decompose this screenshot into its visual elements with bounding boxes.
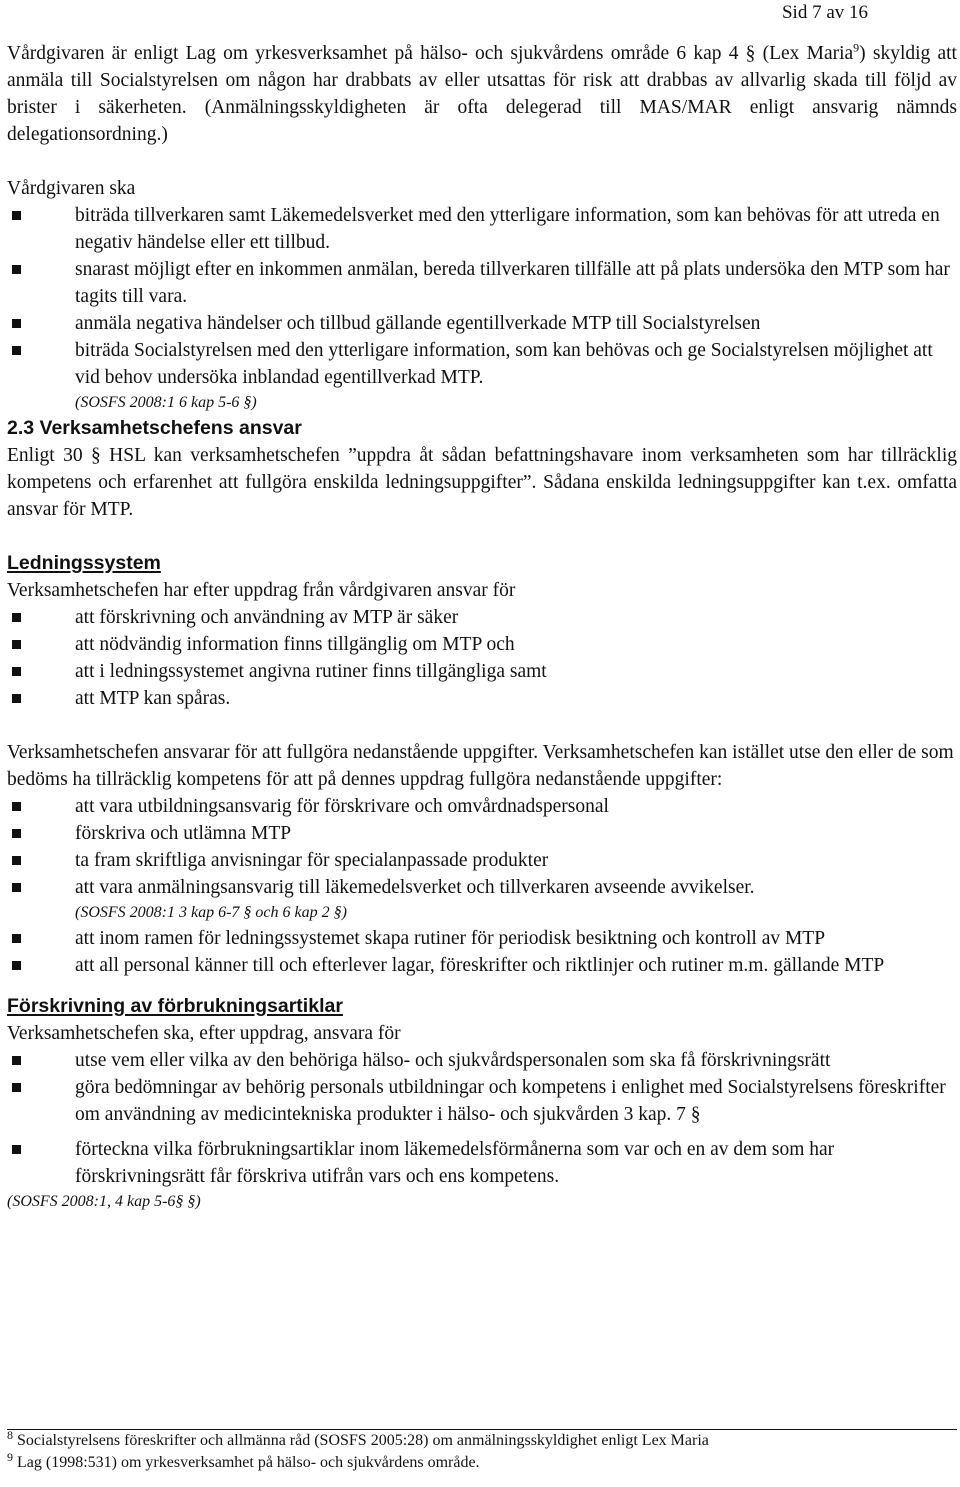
spacer bbox=[7, 712, 957, 739]
heading-text: 2.3 Verksamhetschefens ansvar bbox=[7, 417, 302, 439]
forskrivning-list bbox=[7, 1047, 957, 1190]
square-bullet-icon bbox=[12, 640, 21, 649]
square-bullet-icon bbox=[12, 1145, 21, 1154]
heading-text: Ledningssystem bbox=[7, 552, 161, 574]
intro-paragraph bbox=[7, 40, 957, 148]
square-bullet-icon bbox=[12, 1083, 21, 1092]
list-item bbox=[7, 820, 957, 847]
spacer bbox=[7, 148, 957, 175]
vardgivaren-lead: Vårdgivaren ska bbox=[7, 178, 136, 199]
uppgifter-list bbox=[7, 793, 957, 979]
square-bullet-icon bbox=[12, 265, 21, 274]
list-item bbox=[7, 952, 957, 979]
heading-text: Förskrivning av förbrukningsartiklar bbox=[7, 995, 343, 1017]
list-item bbox=[7, 256, 957, 310]
uppgifter-lead: Verksamhetschefen ansvarar för att fullgöra nedanstående uppgifter. Verksamhetschefen kan istället utse den eller de som bedöms ha tillräcklig kompetens för att på dennes uppdrag fullgöra nedanstående uppgifter: bbox=[7, 742, 954, 790]
list-item-text: förskriva och utlämna MTP bbox=[75, 823, 292, 844]
list-item bbox=[7, 847, 957, 874]
intro-text-1: Vårdgivaren är enligt Lag om yrkesverksamhet på hälso- och sjukvårdens område 6 kap 4 § (Lex Maria bbox=[7, 43, 854, 64]
footnote-text: Socialstyrelsens föreskrifter och allmänna råd (SOSFS 2005:28) om anmälningsskyldighet enligt Lex Maria bbox=[17, 1432, 709, 1449]
intro-text-2: ) skyldig att anmäla till Socialstyrelsen om någon har drabbats av eller utsattas för risk att drabbas av allvarlig skada till följd av brister i säkerheten. (Anmälningsskyldigheten är ofta delegerad till MAS/MAR enligt ansvarig nämnds delegationsordning.) bbox=[7, 43, 957, 145]
ledningssystem-lead: Verksamhetschefen har efter uppdrag från vårdgivaren ansvar för bbox=[7, 580, 516, 601]
square-bullet-icon bbox=[12, 856, 21, 865]
list-item-text: att vara anmälningsansvarig till läkemedelsverket och tillverkaren avseende avvikelser. bbox=[75, 877, 755, 898]
square-bullet-icon bbox=[12, 613, 21, 622]
list-item bbox=[7, 658, 957, 685]
list-item-text: att förskrivning och användning av MTP är säker bbox=[75, 607, 459, 628]
list-item-text: ta fram skriftliga anvisningar för specialanpassade produkter bbox=[75, 850, 549, 871]
ledningssystem-heading bbox=[7, 550, 957, 577]
footnote-number: 9 bbox=[7, 1449, 13, 1464]
forskrivning-heading bbox=[7, 993, 957, 1020]
citation: (SOSFS 2008:1, 4 kap 5-6§ §) bbox=[7, 1193, 201, 1210]
square-bullet-icon bbox=[12, 346, 21, 355]
footnote-number: 8 bbox=[7, 1427, 13, 1442]
square-bullet-icon bbox=[12, 961, 21, 970]
footnotes bbox=[7, 1427, 957, 1474]
document-body bbox=[7, 40, 957, 1214]
citation: (SOSFS 2008:1 6 kap 5-6 §) bbox=[75, 394, 257, 411]
square-bullet-icon bbox=[12, 883, 21, 892]
list-item-text: att vara utbildningsansvarig för förskrivare och omvårdnadspersonal bbox=[75, 796, 609, 817]
list-item-text: snarast möjligt efter en inkommen anmälan, bereda tillverkaren tillfälle att på plats undersöka den MTP som har tagits till vara. bbox=[75, 259, 950, 307]
ledningssystem-list bbox=[7, 604, 957, 712]
list-item-text: biträda Socialstyrelsen med den ytterligare information, som kan behövas och ge Socialstyrelsen möjlighet att vid behov undersöka inblandad egentillverkad MTP. bbox=[75, 340, 933, 388]
square-bullet-icon bbox=[12, 211, 21, 220]
square-bullet-icon bbox=[12, 1056, 21, 1065]
list-item-text: biträda tillverkaren samt Läkemedelsverket med den ytterligare information, som kan behövas för att utreda en negativ händelse eller ett tillbud. bbox=[75, 205, 940, 253]
square-bullet-icon bbox=[12, 829, 21, 838]
citation: (SOSFS 2008:1 3 kap 6-7 § och 6 kap 2 §) bbox=[75, 904, 347, 921]
square-bullet-icon bbox=[12, 802, 21, 811]
square-bullet-icon bbox=[12, 319, 21, 328]
list-item bbox=[7, 1074, 957, 1128]
list-item-text: förteckna vilka förbrukningsartiklar inom läkemedelsförmånerna som var och en av dem som har förskrivningsrätt får förskriva utifrån vars och ens kompetens. bbox=[75, 1139, 835, 1187]
list-item-text: göra bedömningar av behörig personals utbildningar och kompetens i enlighet med Socialstyrelsens föreskrifter om användning av medicintekniska produkter i hälso- och sjukvården 3 kap. 7 § bbox=[75, 1077, 946, 1125]
spacer bbox=[7, 979, 957, 993]
list-item-text: att nödvändig information finns tillgänglig om MTP och bbox=[75, 634, 515, 655]
list-item bbox=[7, 1047, 957, 1074]
list-item bbox=[7, 310, 957, 337]
vardgivaren-list bbox=[7, 202, 957, 415]
list-item bbox=[7, 793, 957, 820]
list-item bbox=[7, 604, 957, 631]
square-bullet-icon bbox=[12, 667, 21, 676]
list-item-text: utse vem eller vilka av den behöriga hälso- och sjukvårdspersonalen som ska få förskrivningsrätt bbox=[75, 1050, 831, 1071]
list-item bbox=[7, 337, 957, 415]
section-heading bbox=[7, 415, 957, 442]
footnote-text: Lag (1998:531) om yrkesverksamhet på hälso- och sjukvårdens område. bbox=[17, 1454, 480, 1471]
section-body: Enligt 30 § HSL kan verksamhetschefen ”uppdra åt sådan befattningshavare inom verksamheten som har tillräcklig kompetens och erfarenhet att fullgöra enskilda ledningsuppgifter”. Sådana enskilda ledningsuppgifter kan t.ex. omfatta ansvar för MTP. bbox=[7, 445, 957, 520]
square-bullet-icon bbox=[12, 934, 21, 943]
footnote bbox=[7, 1427, 957, 1452]
list-item bbox=[7, 685, 957, 712]
list-item-text: att i ledningssystemet angivna rutiner finns tillgängliga samt bbox=[75, 661, 547, 682]
list-item-text: anmäla negativa händelser och tillbud gällande egentillverkade MTP till Socialstyrelsen bbox=[75, 313, 761, 334]
forskrivning-lead: Verksamhetschefen ska, efter uppdrag, ansvara för bbox=[7, 1023, 401, 1044]
list-item bbox=[7, 1136, 957, 1190]
footnote-ref[interactable]: 9 bbox=[853, 40, 860, 55]
list-item bbox=[7, 874, 957, 925]
square-bullet-icon bbox=[12, 694, 21, 703]
spacer bbox=[7, 523, 957, 550]
footnote bbox=[7, 1449, 957, 1474]
list-item bbox=[7, 631, 957, 658]
list-item bbox=[7, 202, 957, 256]
list-item-text: att all personal känner till och efterlever lagar, föreskrifter och riktlinjer och rutiner m.m. gällande MTP bbox=[75, 955, 885, 976]
list-item-text: att MTP kan spåras. bbox=[75, 688, 231, 709]
list-item bbox=[7, 925, 957, 952]
list-item-text: att inom ramen för ledningssystemet skapa rutiner för periodisk besiktning och kontroll av MTP bbox=[75, 928, 826, 949]
page-number: Sid 7 av 16 bbox=[781, 2, 868, 23]
